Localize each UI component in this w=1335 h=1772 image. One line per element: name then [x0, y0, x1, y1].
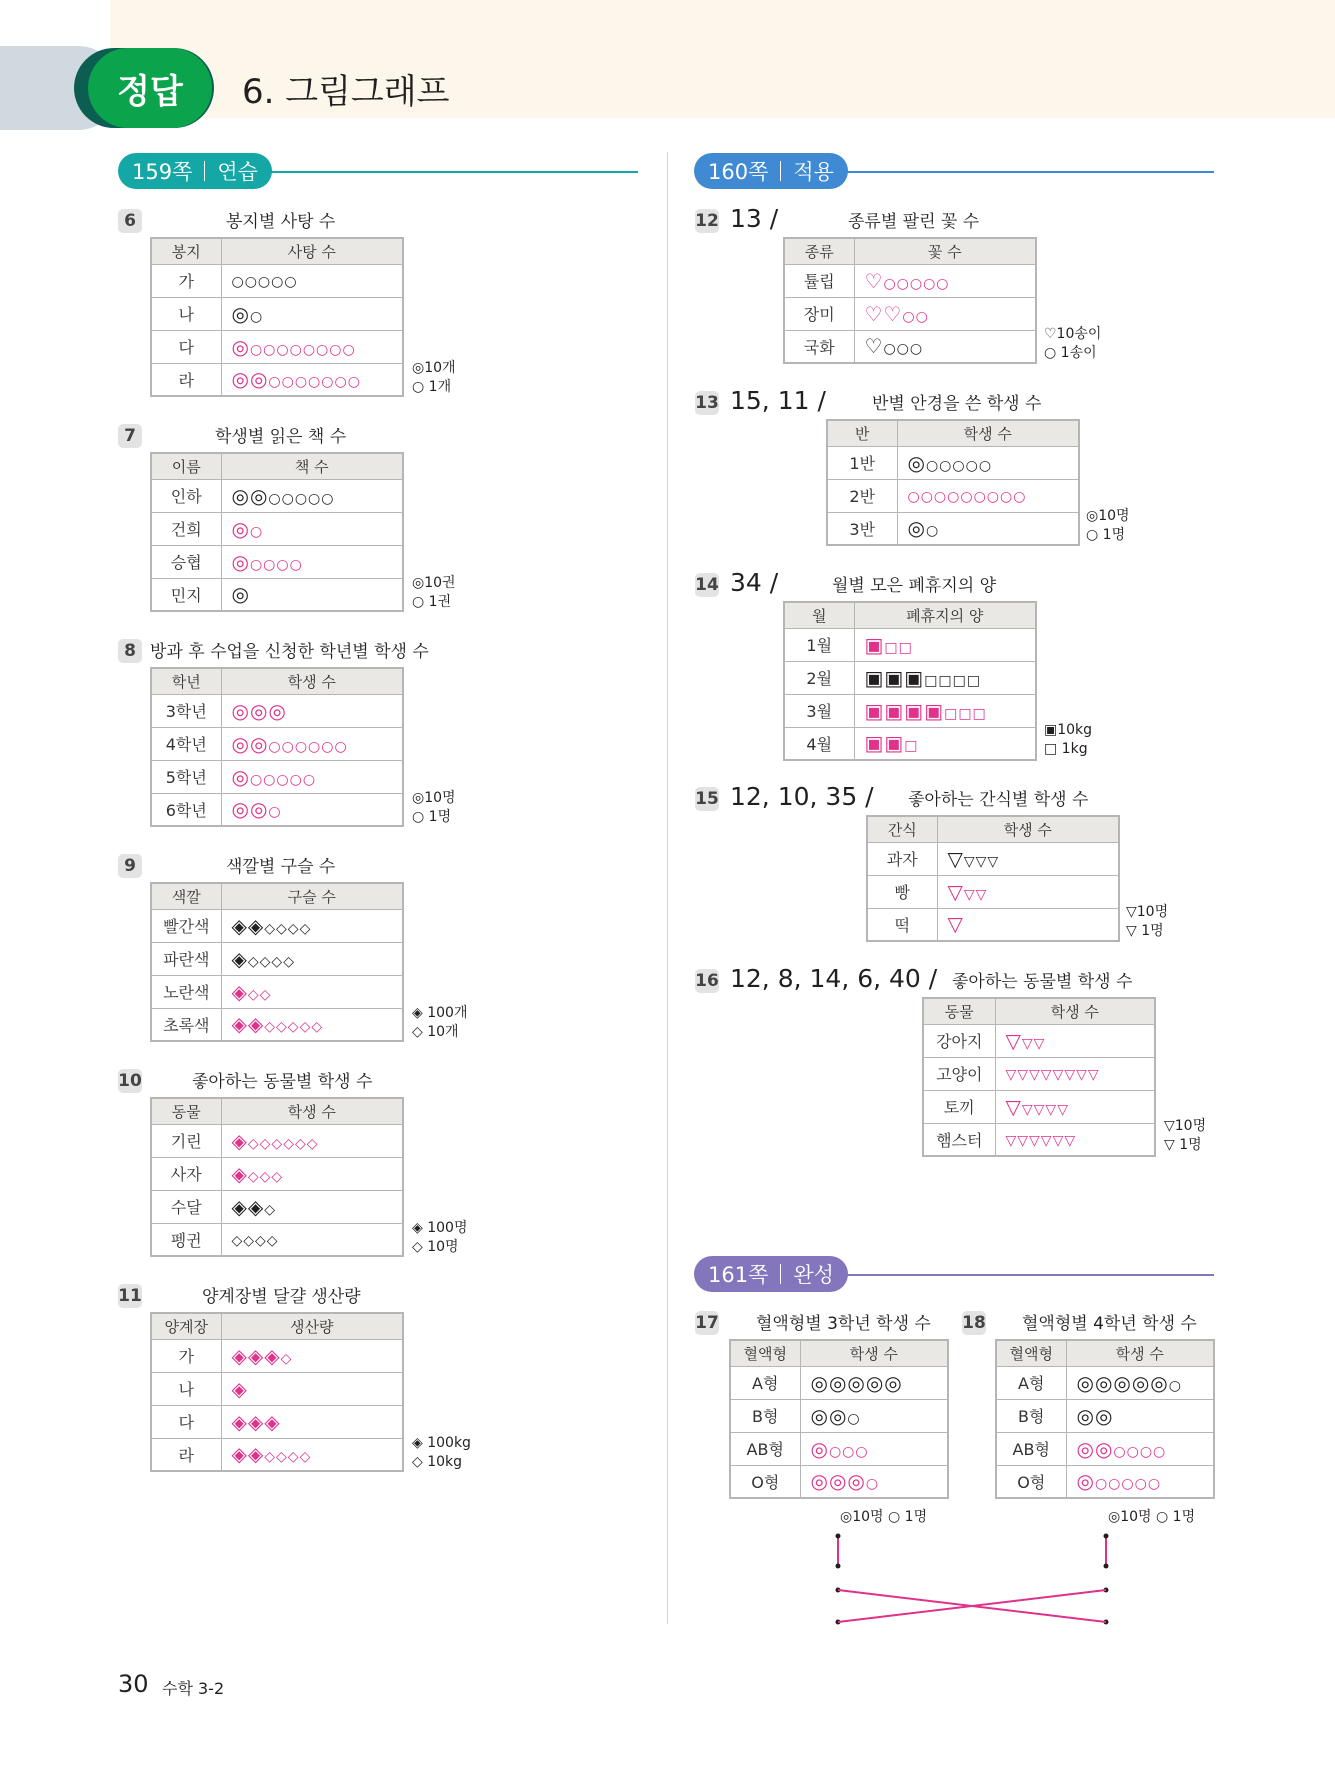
row-label: 인하	[151, 479, 221, 512]
col-header: 구슬 수	[221, 883, 403, 909]
row-label: 5학년	[151, 760, 221, 793]
column-divider	[667, 152, 668, 1624]
symbols: ◎○○○○	[221, 545, 403, 578]
symbols: ◎◎○	[221, 793, 403, 826]
graph-title: 방과 후 수업을 신청한 학년별 학생 수	[150, 642, 429, 662]
legend-item: ◎10명	[1086, 508, 1130, 524]
picture-graph-q12	[783, 237, 1037, 364]
col-header: 종류	[784, 238, 854, 264]
row-label: 강아지	[923, 1024, 995, 1057]
row-label: B형	[996, 1399, 1066, 1432]
col-header: 봉지	[151, 238, 221, 264]
col-header: 학년	[151, 668, 221, 694]
page-number: 30	[118, 1670, 149, 1698]
question-number: 13	[695, 393, 719, 413]
legend-item: ○ 1개	[412, 379, 452, 395]
question-number: 6	[118, 209, 142, 233]
row-label: 노란색	[151, 975, 221, 1008]
col-header: 생산량	[221, 1313, 403, 1339]
col-header: 간식	[867, 816, 937, 842]
symbols: ▽▽▽	[995, 1024, 1155, 1057]
row-label: 빵	[867, 875, 937, 908]
section-page: 161쪽	[708, 1263, 769, 1287]
picture-graph-q13	[826, 419, 1080, 546]
col-header: 혈액형	[996, 1340, 1066, 1366]
symbols: ◎○○○○○	[897, 446, 1079, 479]
row-label: 떡	[867, 908, 937, 941]
symbols: ▣▣□	[854, 727, 1036, 760]
graph-title: 혈액형별 3학년 학생 수	[756, 1314, 931, 1334]
legend-item: ◎10명	[412, 790, 456, 806]
section-160	[694, 153, 1214, 189]
symbols: ◎○○○○○○○○	[221, 330, 403, 363]
section-page: 160쪽	[708, 160, 769, 184]
legend-item: ◈ 100명	[412, 1220, 468, 1236]
col-header: 양계장	[151, 1313, 221, 1339]
legend-item: □ 1kg	[1044, 741, 1088, 757]
row-label: 6학년	[151, 793, 221, 826]
picture-graph-q6	[150, 237, 404, 397]
row-label: 라	[151, 363, 221, 396]
row-label: 건희	[151, 512, 221, 545]
row-label: 다	[151, 1405, 221, 1438]
symbols: ▽	[937, 908, 1119, 941]
symbols: ◎◎○○○○	[1066, 1432, 1214, 1465]
row-label: 3월	[784, 694, 854, 727]
legend-item: ○ 1명	[1086, 527, 1126, 543]
symbols: ▣▣▣□□□□	[854, 661, 1036, 694]
col-header: 사탕 수	[221, 238, 403, 264]
graph-legend	[412, 1434, 471, 1472]
row-label: 나	[151, 297, 221, 330]
graph-title: 반별 안경을 쓴 학생 수	[872, 394, 1042, 414]
row-label: 3학년	[151, 694, 221, 727]
legend-item: ◇ 10명	[412, 1239, 459, 1255]
col-header: 학생 수	[221, 1098, 403, 1124]
question-number: 8	[118, 639, 142, 663]
symbols: ◈◈◇◇◇◇	[221, 909, 403, 942]
legend-item: ◎10개	[412, 360, 456, 376]
col-header: 월	[784, 602, 854, 628]
answer-text: 12, 8, 14, 6, 40 /	[730, 964, 938, 993]
col-header: 학생 수	[1066, 1340, 1214, 1366]
picture-graph-q16	[922, 997, 1156, 1157]
row-label: 나	[151, 1372, 221, 1405]
picture-graph-q14	[783, 601, 1037, 761]
symbols: ▣□□	[854, 628, 1036, 661]
col-header: 반	[827, 420, 897, 446]
question-number: 11	[118, 1286, 142, 1306]
symbols: ◇◇◇◇	[221, 1223, 403, 1256]
symbols: ◎○○○○○	[1066, 1465, 1214, 1498]
question-number: 7	[118, 424, 142, 448]
row-label: AB형	[730, 1432, 800, 1465]
legend-item: ▽10명	[1164, 1118, 1207, 1134]
graph-legend	[412, 789, 456, 827]
graph-legend	[1086, 507, 1130, 545]
col-header: 폐휴지의 양	[854, 602, 1036, 628]
picture-graph-q18	[995, 1339, 1215, 1499]
row-label: 초록색	[151, 1008, 221, 1041]
symbols: ◎○○○○○	[221, 760, 403, 793]
row-label: 1월	[784, 628, 854, 661]
row-label: 햄스터	[923, 1123, 995, 1156]
graph-title: 월별 모은 폐휴지의 양	[832, 576, 997, 596]
row-label: 고양이	[923, 1057, 995, 1090]
graph-legend	[412, 1219, 467, 1257]
symbols: ◎◎◎○	[800, 1465, 948, 1498]
symbols: ▽▽▽▽▽	[995, 1090, 1155, 1123]
legend-item: ▽ 1명	[1126, 923, 1164, 939]
col-header: 학생 수	[897, 420, 1079, 446]
row-label: 국화	[784, 330, 854, 363]
symbols: ◎◎○○○○○○○	[221, 363, 403, 396]
question-number: 15	[695, 789, 719, 809]
legend-item: ▽10명	[1126, 904, 1169, 920]
section-label: 연습	[217, 160, 258, 184]
symbols: ◎○	[897, 512, 1079, 545]
symbols: ◈◇◇◇	[221, 1157, 403, 1190]
row-label: A형	[996, 1366, 1066, 1399]
symbols: ♡○○○	[854, 330, 1036, 363]
graph-legend	[1044, 721, 1092, 759]
graph-title: 봉지별 사탕 수	[226, 212, 336, 232]
row-label: 4월	[784, 727, 854, 760]
symbols: ◈◈◇	[221, 1190, 403, 1223]
question-number: 16	[695, 971, 719, 991]
section-label: 완성	[793, 1263, 834, 1287]
legend-item: ▽ 1명	[1164, 1137, 1202, 1153]
picture-graph-q7	[150, 452, 404, 612]
row-label: 수달	[151, 1190, 221, 1223]
symbols: ◎○	[221, 297, 403, 330]
symbols: ◈◇◇◇◇	[221, 942, 403, 975]
answer-text: 12, 10, 35 /	[730, 782, 874, 811]
row-label: A형	[730, 1366, 800, 1399]
row-label: 민지	[151, 578, 221, 611]
row-label: 1반	[827, 446, 897, 479]
symbols: ◎◎◎	[221, 694, 403, 727]
symbols: ◎○	[221, 512, 403, 545]
symbols: ▽▽▽▽	[937, 842, 1119, 875]
symbols: ▽▽▽	[937, 875, 1119, 908]
row-label: O형	[730, 1465, 800, 1498]
row-label: 4학년	[151, 727, 221, 760]
col-header: 이름	[151, 453, 221, 479]
graph-legend: ◎10명 ○ 1명	[1108, 1509, 1196, 1525]
row-label: 튤립	[784, 264, 854, 297]
graph-title: 좋아하는 동물별 학생 수	[952, 972, 1133, 992]
book-title: 수학 3-2	[162, 1679, 225, 1698]
graph-title: 색깔별 구슬 수	[226, 857, 336, 877]
row-label: 과자	[867, 842, 937, 875]
symbols: ▽▽▽▽▽▽▽▽	[995, 1057, 1155, 1090]
legend-item: ♡10송이	[1044, 326, 1102, 342]
chapter-title: 6. 그림그래프	[242, 72, 450, 112]
symbols: ◎◎○	[800, 1399, 948, 1432]
row-label: 파란색	[151, 942, 221, 975]
col-header: 학생 수	[995, 998, 1155, 1024]
row-label: B형	[730, 1399, 800, 1432]
row-label: 라	[151, 1438, 221, 1471]
legend-item: ◈ 100개	[412, 1005, 468, 1021]
symbols: ○○○○○○○○○	[897, 479, 1079, 512]
picture-graph-q9	[150, 882, 404, 1042]
graph-legend	[412, 574, 456, 612]
legend-item: ◇ 10kg	[412, 1454, 463, 1470]
col-header: 꽃 수	[854, 238, 1036, 264]
symbols: ◎◎	[1066, 1399, 1214, 1432]
row-label: 다	[151, 330, 221, 363]
symbols: ◎○○○	[800, 1432, 948, 1465]
symbols: ◈◇◇◇◇◇◇	[221, 1124, 403, 1157]
row-label: 2월	[784, 661, 854, 694]
answer-badge: 정답	[88, 48, 212, 128]
col-header: 혈액형	[730, 1340, 800, 1366]
row-label: 승협	[151, 545, 221, 578]
graph-title: 좋아하는 동물별 학생 수	[192, 1072, 373, 1092]
symbols: ◎◎○○○○○○	[221, 727, 403, 760]
symbols: ◈◈◈	[221, 1405, 403, 1438]
legend-item: ▣10kg	[1044, 722, 1093, 738]
symbols: ◎◎◎◎◎○	[1066, 1366, 1214, 1399]
answer-text: 13 /	[730, 204, 779, 233]
row-label: 2반	[827, 479, 897, 512]
legend-item: ◈ 100kg	[412, 1435, 471, 1451]
question-number: 17	[695, 1313, 719, 1333]
row-label: 장미	[784, 297, 854, 330]
row-label: 펭귄	[151, 1223, 221, 1256]
row-label: O형	[996, 1465, 1066, 1498]
section-159	[118, 153, 638, 189]
picture-graph-q8	[150, 667, 404, 827]
symbols: ◈◈◇◇◇◇◇	[221, 1008, 403, 1041]
symbols: ◎◎○○○○○	[221, 479, 403, 512]
row-label: 사자	[151, 1157, 221, 1190]
graph-title: 종류별 팔린 꽃 수	[848, 212, 980, 232]
symbols: ○○○○○	[221, 264, 403, 297]
legend-item: ◇ 10개	[412, 1024, 459, 1040]
question-number: 9	[118, 854, 142, 878]
question-number: 14	[695, 575, 719, 595]
graph-legend	[1164, 1117, 1206, 1155]
col-header: 책 수	[221, 453, 403, 479]
legend-item: ○ 1권	[412, 594, 452, 610]
graph-legend: ◎10명 ○ 1명	[840, 1509, 928, 1525]
question-number: 18	[962, 1313, 986, 1333]
symbols: ▽▽▽▽▽▽	[995, 1123, 1155, 1156]
picture-graph-q17	[729, 1339, 949, 1499]
section-label: 적용	[793, 160, 834, 184]
graph-title: 학생별 읽은 책 수	[215, 427, 347, 447]
answer-text: 34 /	[730, 568, 779, 597]
row-label: 빨간색	[151, 909, 221, 942]
symbols: ♡♡○○	[854, 297, 1036, 330]
section-page: 159쪽	[132, 160, 193, 184]
symbols: ▣▣▣▣□□□	[854, 694, 1036, 727]
question-number: 12	[695, 211, 719, 231]
legend-item: ○ 1명	[412, 809, 452, 825]
graph-legend	[412, 359, 456, 397]
graph-title: 좋아하는 간식별 학생 수	[908, 790, 1089, 810]
graph-legend	[1126, 903, 1168, 941]
legend-item: ◎10권	[412, 575, 456, 591]
row-label: AB형	[996, 1432, 1066, 1465]
question-number: 10	[118, 1071, 142, 1091]
col-header: 색깔	[151, 883, 221, 909]
col-header: 동물	[151, 1098, 221, 1124]
symbols: ◎◎◎◎◎	[800, 1366, 948, 1399]
section-161	[694, 1256, 1214, 1292]
row-label: 3반	[827, 512, 897, 545]
row-label: 토끼	[923, 1090, 995, 1123]
graph-legend	[412, 1004, 467, 1042]
col-header: 학생 수	[221, 668, 403, 694]
col-header: 학생 수	[937, 816, 1119, 842]
graph-legend	[1044, 325, 1101, 363]
col-header: 동물	[923, 998, 995, 1024]
picture-graph-q10	[150, 1097, 404, 1257]
matching-lines	[820, 1530, 1120, 1630]
picture-graph-q11	[150, 1312, 404, 1472]
picture-graph-q15	[866, 815, 1120, 942]
graph-title: 혈액형별 4학년 학생 수	[1022, 1314, 1197, 1334]
symbols: ◎	[221, 578, 403, 611]
graph-title: 양계장별 달걀 생산량	[202, 1287, 361, 1307]
symbols: ◈	[221, 1372, 403, 1405]
answer-text: 15, 11 /	[730, 386, 826, 415]
symbols: ◈◇◇	[221, 975, 403, 1008]
symbols: ◈◈◇◇◇◇	[221, 1438, 403, 1471]
symbols: ◈◈◈◇	[221, 1339, 403, 1372]
legend-item: ○ 1송이	[1044, 345, 1097, 361]
row-label: 기린	[151, 1124, 221, 1157]
col-header: 학생 수	[800, 1340, 948, 1366]
row-label: 가	[151, 264, 221, 297]
symbols: ♡○○○○○	[854, 264, 1036, 297]
row-label: 가	[151, 1339, 221, 1372]
